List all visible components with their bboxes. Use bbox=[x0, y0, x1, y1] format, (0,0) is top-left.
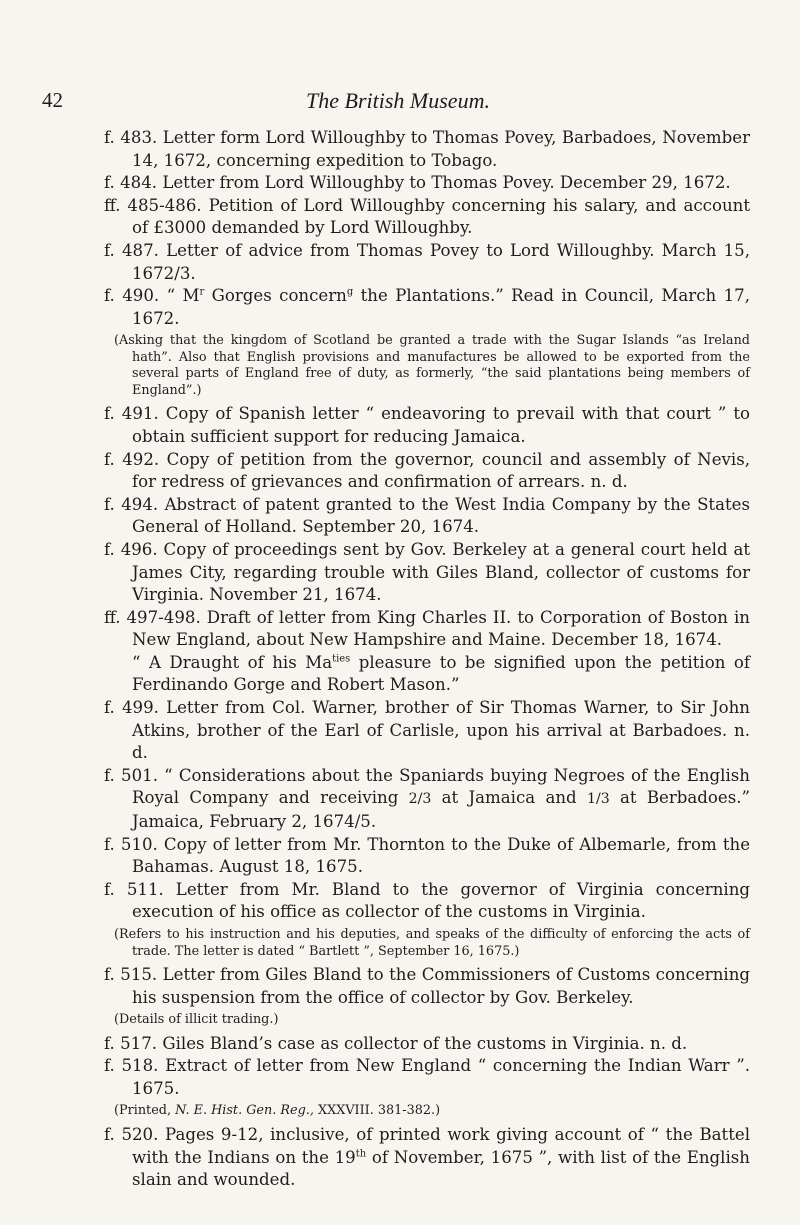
entry-text: Letter from Lord Willoughby to Thomas Povey. December 29, 1672. bbox=[162, 173, 731, 193]
entry-text: Pages 9-12, inclusive, of printed work giving account of “ the Battel with the Indians on the 19th of November, 1675 ”, with list of the English slain and wounded. bbox=[132, 1124, 751, 1190]
page-header bbox=[42, 88, 754, 118]
entry-text: Abstract of patent granted to the West India Company by the States General of Holland. September 20, 1674. bbox=[132, 494, 750, 537]
entry-note: (Refers to his instruction and his deputies, and speaks of the difficulty of enforcing the acts of trade. The letter is dated “ Bartlett ”, September 16, 1675.) bbox=[114, 927, 750, 959]
catalogue-entry bbox=[104, 494, 750, 539]
folio-ref: f. 484. bbox=[104, 173, 158, 193]
folio-ref: f. 515. bbox=[104, 965, 158, 984]
entry-note: (Asking that the kingdom of Scotland be granted a trade with the Sugar Islands “as Ireland hath”. Also that English provisions and manufactures be allowed to be exported from the several parts of England free of duty, as formerly, “the said plantations being members of England”.) bbox=[114, 333, 750, 398]
folio-ref: ff. 485-486. bbox=[104, 195, 202, 215]
catalogue-entry bbox=[104, 697, 750, 765]
entry-text: Extract of letter from New England “ concerning the Indian Warr ”. 1675. bbox=[132, 1056, 750, 1098]
catalogue-entry bbox=[104, 607, 750, 652]
catalogue-entry bbox=[104, 539, 750, 607]
entry-text: Draft of letter from King Charles II. to Corporation of Boston in New England, about New Hampshire and Maine. December 18, 1674. bbox=[132, 607, 750, 650]
folio-ref: f. 492. bbox=[104, 449, 160, 469]
folio-ref: f. 496. bbox=[104, 539, 158, 559]
catalogue-entry bbox=[104, 285, 750, 330]
entry-text: Copy of letter from Mr. Thornton to the Duke of Albemarle, from the Bahamas. August 18, 1675. bbox=[132, 834, 751, 877]
entry-text: Petition of Lord Willoughby concerning his salary, and account of £3000 demanded by Lord Willoughby. bbox=[132, 195, 750, 238]
catalogue-entry bbox=[104, 1033, 750, 1056]
folio-ref: ff. 497-498. bbox=[104, 607, 201, 627]
page-number: 42 bbox=[42, 88, 63, 112]
running-title: The British Museum. bbox=[306, 88, 490, 113]
entry-text: Letter from Giles Bland to the Commissioners of Customs concerning his suspension from the office of collector by Gov. Berkeley. bbox=[132, 965, 750, 1007]
fraction: 1/3 bbox=[586, 791, 610, 808]
folio-ref: f. 483. bbox=[104, 128, 158, 147]
catalogue-entry bbox=[104, 879, 750, 924]
entry-text: Copy of Spanish letter “ endeavoring to prevail with that court ” to obtain sufficient support for reducing Jamaica. bbox=[132, 404, 750, 446]
folio-ref: f. 520. bbox=[104, 1124, 159, 1144]
folio-ref: f. 517. bbox=[104, 1033, 158, 1053]
folio-ref: f. 510. bbox=[104, 834, 158, 854]
catalogue-entry bbox=[104, 403, 750, 448]
folio-ref: f. 511. bbox=[104, 879, 164, 899]
entry-text: Copy of petition from the governor, council and assembly of Nevis, for redress of grievances and confirmation of arrears. n. d. bbox=[132, 449, 750, 492]
catalogue-entry bbox=[104, 1124, 750, 1192]
catalogue-entry bbox=[104, 172, 750, 195]
entry-text: Letter of advice from Thomas Povey to Lord Willoughby. March 15, 1672/3. bbox=[132, 240, 750, 283]
entry-text: Giles Bland’s case as collector of the customs in Virginia. n. d. bbox=[162, 1033, 688, 1053]
entry-continuation: “ A Draught of his $Ma^{ties}$ pleasure to be signified upon the petition of Ferdinando Gorge and Robert Mason.” bbox=[132, 652, 750, 695]
fraction: 2/3 bbox=[408, 791, 432, 808]
folio-ref: f. 499. bbox=[104, 698, 159, 718]
catalogue-entry bbox=[104, 240, 750, 285]
folio-ref: f. 490. bbox=[104, 286, 160, 306]
entry-text: “ Considerations about the Spaniards buying Negroes of the English Royal Company and receiving 2/3 at Jamaica and 1/3 at Berbadoes.” Jamaica, February 2, 1674/5. bbox=[132, 765, 751, 832]
catalogue-entry bbox=[104, 127, 750, 172]
folio-ref: f. 487. bbox=[104, 240, 159, 260]
entry-note: (Details of illicit trading.) bbox=[114, 1012, 279, 1028]
entry-text: “ $M^r$ Gorges concern$^g$ the Plantations.” Read in Council, March 17, 1672. bbox=[132, 286, 750, 328]
folio-ref: f. 494. bbox=[104, 494, 159, 514]
catalogue-entry bbox=[104, 964, 750, 1009]
catalogue-entry bbox=[104, 765, 750, 834]
entry-text: Letter form Lord Willoughby to Thomas Povey, Barbadoes, November 14, 1672, concerning expedition to Tobago. bbox=[132, 128, 751, 170]
catalogue-entry bbox=[104, 1055, 750, 1100]
folio-ref: f. 491. bbox=[104, 404, 159, 424]
catalogue-entry bbox=[104, 449, 750, 494]
catalogue-entries bbox=[104, 127, 750, 1192]
folio-ref: f. 518. bbox=[104, 1056, 159, 1076]
catalogue-entry bbox=[104, 195, 750, 240]
entry-text: Letter from Mr. Bland to the governor of Virginia concerning execution of his office as collector of the customs in Virginia. bbox=[132, 879, 751, 922]
entry-text: Copy of proceedings sent by Gov. Berkeley at a general court held at James City, regarding trouble with Giles Bland, collector of customs for Virginia. November 21, 1674. bbox=[132, 539, 751, 605]
folio-ref: f. 501. bbox=[104, 765, 158, 785]
catalogue-entry bbox=[104, 834, 750, 879]
entry-note: (Printed, N. E. Hist. Gen. Reg., XXXVIII. 381-382.) bbox=[114, 1103, 441, 1119]
entry-text: Letter from Col. Warner, brother of Sir Thomas Warner, to Sir John Atkins, brother of the Earl of Carlisle, upon his arrival at Barbadoes. n. d. bbox=[132, 698, 750, 763]
